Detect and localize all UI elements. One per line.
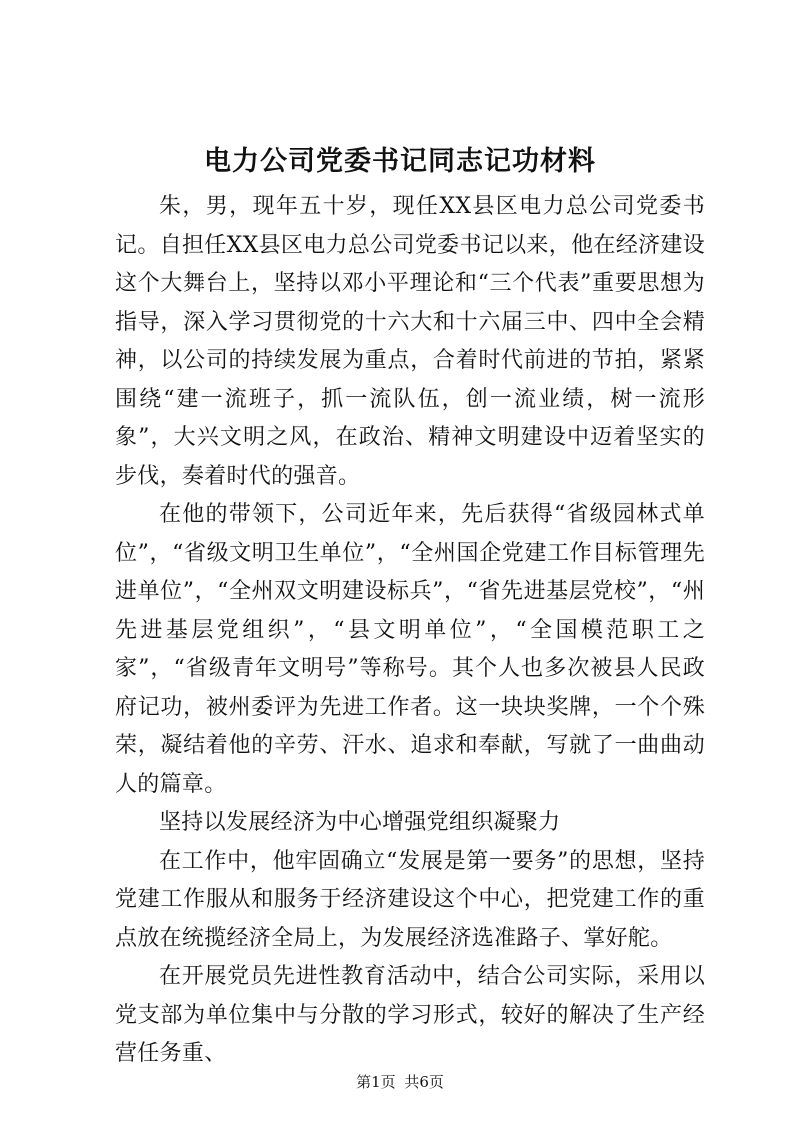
page-footer [0,1072,800,1092]
section-heading: 坚持以发展经济为中心增强党组织凝聚力 [159,810,561,835]
paragraph-honors: 在他的带领下，公司近年来，先后获得“省级园林式单位”，“省级文明卫生单位”，“全州国企党建工作目标管理先进单位”，“全州双文明建设标兵”，“省先进基层党校”，“州先进基层党组织”，“县文明单位”，“全国模范职工之家”，“省级青年文明号”等称号。其个人也多次被县人民政府记功，被州委评为先进工作者。这一块块奖牌，一个个殊荣，凝结着他的辛劳、汗水、追求和奉献，写就了一曲曲动人的篇章。 [115,502,705,797]
paragraph-work: 在工作中，他牢固确立“发展是第一要务”的思想，坚持党建工作服从和服务于经济建设这个中心，把党建工作的重点放在统揽经济全局上，为发展经济选准路子、掌好舵。 [115,848,705,951]
page-number: 第1页 [356,1073,396,1091]
paragraph-intro: 朱，男，现年五十岁，现任XX县区电力总公司党委书记。自担任XX县区电力总公司党委书记以来，他在经济建设这个大舞台上，坚持以邓小平理论和“三个代表”重要思想为指导，深入学习贯彻党的十六大和十六届三中、四中全会精神，以公司的持续发展为重点，合着时代前进的节拍，紧紧围绕“建一流班子，抓一流队伍，创一流业绩，树一流形象”，大兴文明之风，在政治、精神文明建设中迈着坚实的步伐，奏着时代的强音。 [115,194,705,489]
page-total: 共6页 [404,1073,444,1091]
paragraph-education: 在开展党员先进性教育活动中，结合公司实际，采用以党支部为单位集中与分散的学习形式，较好的解决了生产经营任务重、 [115,964,705,1066]
page-title: 电力公司党委书记同志记功材料 [204,146,596,177]
document-body [115,188,705,1074]
